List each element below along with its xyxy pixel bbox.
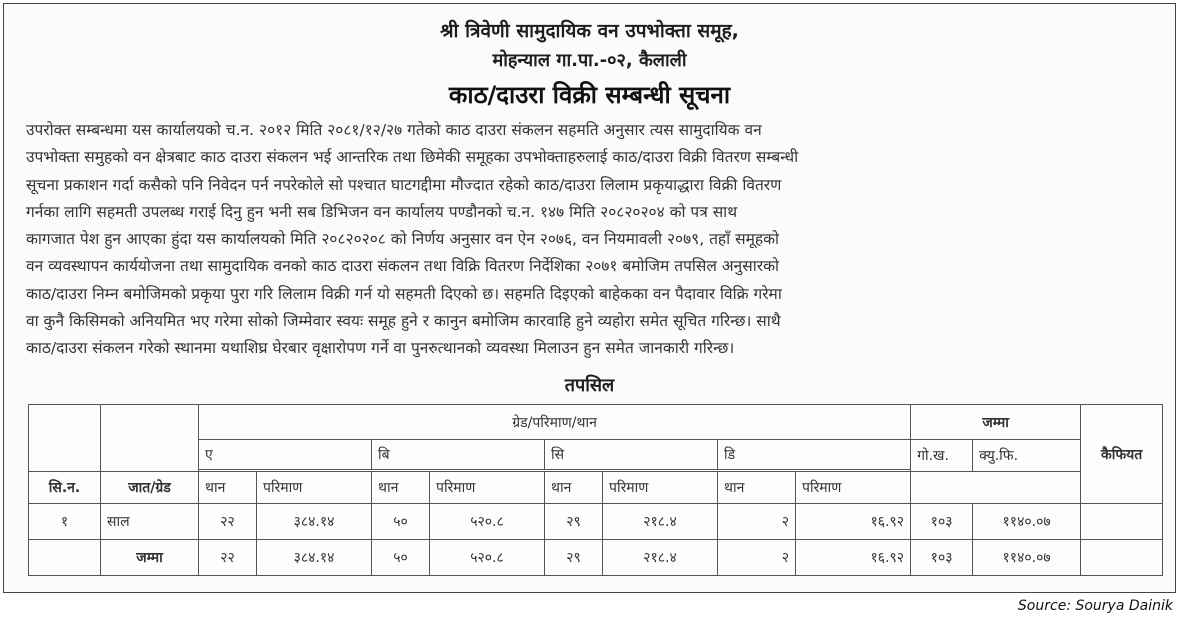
header-row-3 [29, 472, 1163, 504]
row-total-count: १०३ [911, 504, 973, 540]
row-b-count: ५० [372, 504, 430, 540]
remarks-header: कैफियत [1081, 405, 1163, 504]
header-row-1 [29, 405, 1163, 440]
row-c-qty: २१८.४ [603, 540, 718, 576]
b-qty-header: परिमाण [430, 472, 545, 504]
table-row [29, 504, 1163, 540]
a-count-header: थान [199, 472, 257, 504]
body-line: वा कुनै किसिमको अनियमित भए गरेमा सोको जिम्मेवार स्वयः समूह हुने र कानुन बमोजिम कारवाहि हुने व्यहोरा समेत सूचित गरिन्छ। साथै [26, 312, 781, 331]
body-line: उपभोक्ता समुहको वन क्षेत्रबाट काठ दाउरा संकलन भई आन्तरिक तथा छिमेकी समूहका उपभोक्ताहरुलाई काठ/दाउरा विक्री वितरण सम्बन्धी [26, 148, 799, 167]
row-remarks [1081, 540, 1163, 576]
table-row [29, 540, 1163, 576]
row-b-qty: ५२०.८ [430, 540, 545, 576]
species-header-cell [101, 405, 199, 472]
row-total-count: १०३ [911, 540, 973, 576]
source-caption: Source: Sourya Dainik [1017, 598, 1173, 614]
row-d-qty: १६.९२ [796, 504, 911, 540]
notice-body [26, 117, 1156, 363]
row-remarks [1081, 504, 1163, 540]
row-a-count: २२ [199, 504, 257, 540]
body-line: उपरोक्त सम्बन्धमा यस कार्यालयको च.न. २०१२ मिति २०८१/१२/२७ गतेको काठ दाउरा संकलन सहमति अनुसार त्यस सामुदायिक वन [26, 121, 762, 139]
body-line: काठ/दाउरा निम्न बमोजिमको प्रकृया पुरा गरि लिलाम विक्री गर्न यो सहमती दिएको छ। सहमति दिइएको बाहेकका वन पैदावार विक्रि गरेमा [26, 284, 782, 303]
row-a-qty: ३८४.१४ [257, 504, 372, 540]
row-d-qty: १६.९२ [796, 540, 911, 576]
grade-c-header: सि [545, 440, 718, 470]
schedule-title: तपसिल [564, 375, 615, 396]
row-b-qty: ५२०.८ [430, 504, 545, 540]
row-total-qty: ११४०.०७ [973, 540, 1081, 576]
c-count-header: थान [545, 472, 603, 504]
body-line: सूचना प्रकाशन गर्दा कसैको पनि निवेदन पर्न नपरेकोले सो पश्चात घाटगद्दीमा मौज्दात रहेको काठ/दाउरा लिलाम प्रकृयाद्धारा विक्री वितरण [26, 175, 782, 194]
row-c-count: २९ [545, 504, 603, 540]
c-qty-header: परिमाण [603, 472, 718, 504]
notice-title: काठ/दाउरा विक्री सम्बन्धी सूचना [448, 81, 731, 109]
d-qty-header: परिमाण [796, 472, 911, 504]
a-qty-header: परिमाण [257, 472, 372, 504]
row-sn: १ [29, 504, 101, 540]
row-a-qty: ३८४.१४ [257, 540, 372, 576]
row-b-count: ५० [372, 540, 430, 576]
grade-qty-header: ग्रेड/परिमाण/थान [199, 405, 911, 440]
species-header: जात/ग्रेड [101, 472, 199, 504]
total-qty-header: क्यु.फि. [973, 440, 1081, 472]
grade-b-header: बि [372, 440, 545, 470]
d-count-header: थान [718, 472, 796, 504]
body-line: काठ/दाउरा संकलन गरेको स्थानमा यथाशिघ्र घेरबार वृक्षारोपण गर्ने वा पुनरुत्थानको व्यवस्था मिलाउन हुन समेत जानकारी गरिन्छ। [26, 339, 735, 358]
grade-a-header: ए [199, 440, 372, 470]
body-line: गर्नका लागि सहमती उपलब्ध गराई दिनु हुन भनी सब डिभिजन वन कार्यालय पण्डौनको च.न. १४७ मिति २०८२०२०४ को पत्र साथ [26, 202, 738, 221]
body-line: कागजात पेश हुन आएका हुंदा यस कार्यालयको मिति २०८२०२०८ को निर्णय अनुसार वन ऐन २०७६, वन नियमावली २०७९, तहाँ समूहको [26, 230, 779, 249]
grade-d-header: डि [718, 440, 911, 470]
group-address: मोहन्याल गा.पा.-०२, कैलाली [492, 50, 687, 71]
schedule-table [28, 404, 1163, 576]
total-count-header: गो.ख. [911, 440, 973, 472]
row-a-count: २२ [199, 540, 257, 576]
header-row-2 [29, 440, 1163, 470]
row-d-count: २ [718, 540, 796, 576]
row-species: जम्मा [101, 540, 199, 576]
sn-header: सि.न. [29, 472, 101, 504]
body-line: वन व्यवस्थापन कार्ययोजना तथा सामुदायिक वनको काठ दाउरा संकलन तथा विक्रि वितरण निर्देशिका २०७१ बमोजिम तपसिल अनुसारको [26, 257, 779, 276]
group-name: श्री त्रिवेणी सामुदायिक वन उपभोक्ता समूह, [440, 20, 739, 42]
notice-panel [3, 3, 1176, 593]
row-species: साल [101, 504, 199, 540]
total-header: जम्मा [911, 405, 1081, 440]
row-c-count: २९ [545, 540, 603, 576]
row-sn [29, 540, 101, 576]
row-d-count: २ [718, 504, 796, 540]
row-total-qty: ११४०.०७ [973, 504, 1081, 540]
sn-header-cell [29, 405, 101, 472]
row-c-qty: २१८.४ [603, 504, 718, 540]
b-count-header: थान [372, 472, 430, 504]
